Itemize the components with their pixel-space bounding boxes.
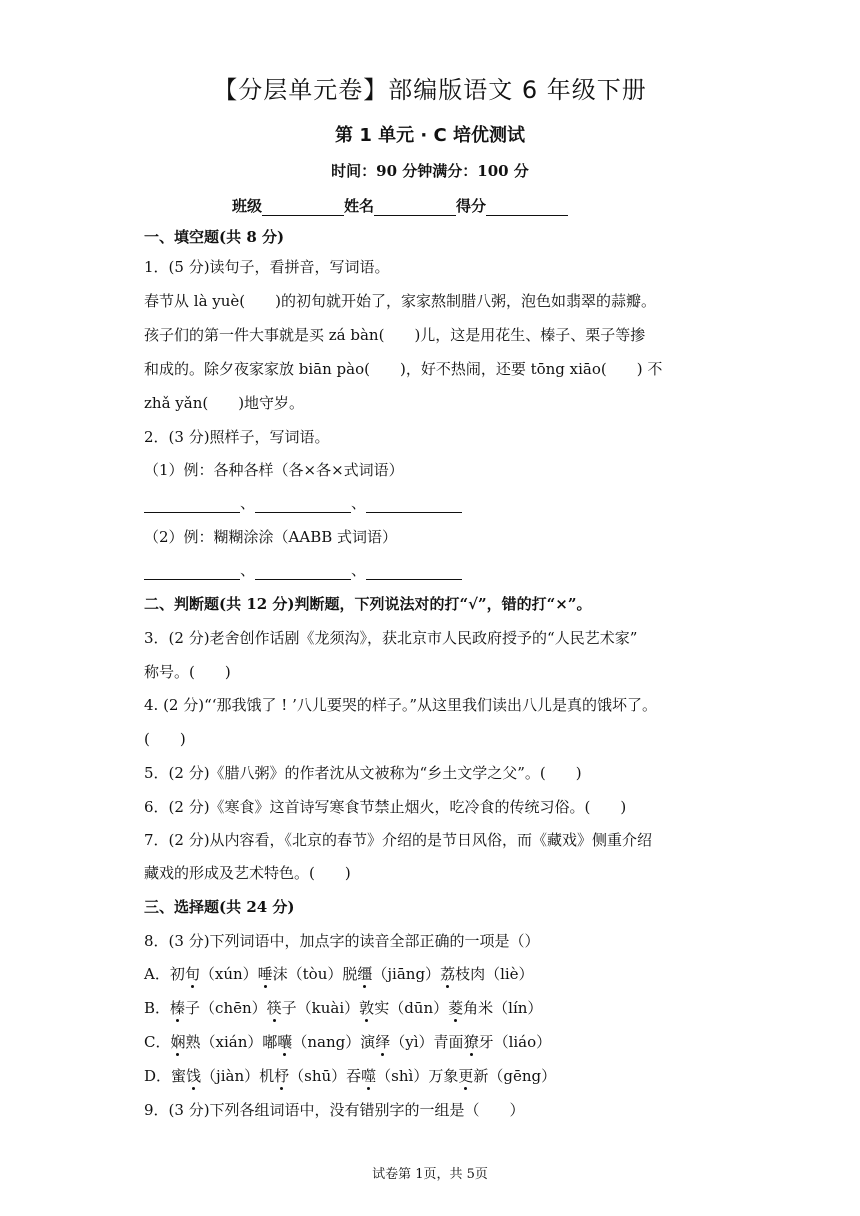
score-label: 得分 [456,197,487,215]
dotted-character: 旬 [184,965,200,983]
option-text: （jiàn）机 [201,1067,275,1085]
question-2-part-1-answers [144,492,462,513]
question-3-line-1: 3．(2 分)老舍创作话剧《龙须沟》，获北京市人民政府授予的“人民艺术家” [144,629,638,647]
class-blank[interactable] [262,199,344,216]
option-text: （nang）演 [292,1033,376,1051]
question-1-line-3: 和成的。除夕夜家家放 biān pào( )，好不热闹，还要 tōng xiāo( ) 不 [144,360,663,378]
class-label: 班级 [232,197,263,215]
separator: 、 [351,494,367,512]
question-6: 6．(2 分)《寒食》这首诗写寒食节禁止烟火，吃冷食的传统习俗。( ) [144,798,627,816]
question-2-part-2-answers [144,559,462,580]
dotted-character: 缰 [357,965,373,983]
exam-time-info: 时间：90 分钟满分：100 分 [331,162,529,180]
separator: 、 [351,561,367,579]
option-text: 角米（lín） [463,999,543,1017]
dotted-character: 榛 [170,999,186,1017]
dotted-character: 菱 [448,999,464,1017]
dotted-character: 杼 [274,1067,290,1085]
option-text: C． [144,1033,171,1051]
question-8-option-b[interactable] [144,997,542,1018]
option-text: 新（gēng） [473,1067,557,1085]
question-1-line-1: 春节从 là yuè( )的初旬就开始了，家家熬制腊八粥，泡色如翡翠的蒜瓣。 [144,292,656,310]
option-text: （jiāng） [372,965,441,983]
dotted-character: 筷 [266,999,282,1017]
page-subtitle: 第 1 单元 · C 培优测试 [335,125,525,146]
answer-blank[interactable] [144,496,240,513]
question-2-part-1: （1）例：各种各样（各×各×式词语） [144,461,404,479]
question-8-option-c[interactable] [144,1031,551,1052]
option-text: 枝肉（liè） [455,965,534,983]
answer-blank[interactable] [366,496,462,513]
dotted-character: 荔 [440,965,456,983]
student-info-line [232,195,568,216]
section-heading-multiple-choice: 三、选择题(共 24 分) [144,898,295,916]
question-4-line-1: 4. (2 分)“‘那我饿了 ! ’八儿要哭的样子。”从这里我们读出八儿是真的饿坏了。 [144,696,658,714]
score-blank[interactable] [486,199,568,216]
dotted-character: 噬 [361,1067,377,1085]
answer-blank[interactable] [255,563,351,580]
section-heading-fill-in: 一、填空题(共 8 分) [144,228,285,246]
option-text: （shū）吞 [289,1067,362,1085]
option-text: （yì）青面 [390,1033,464,1051]
option-text: 熟（xián）嘟 [185,1033,278,1051]
section-heading-true-false: 二、判断题(共 12 分)判断题，下列说法对的打“√”，错的打“×”。 [144,595,592,613]
dotted-character: 娴 [170,1033,186,1051]
option-text: 沫（tòu）脱 [272,965,358,983]
question-5: 5．(2 分)《腊八粥》的作者沈从文被称为“乡土文学之父”。( ) [144,764,582,782]
question-4-line-2: ( ) [144,730,186,748]
question-8-stem: 8．(3 分)下列词语中，加点字的读音全部正确的一项是（） [144,932,540,950]
dotted-character: 唾 [257,965,273,983]
dotted-character: 囔 [277,1033,293,1051]
option-text: B． [144,999,171,1017]
name-blank[interactable] [374,199,456,216]
question-1-stem: 1．(5 分)读句子，看拼音，写词语。 [144,258,390,276]
answer-blank[interactable] [144,563,240,580]
question-8-option-a[interactable] [144,963,534,984]
page-title: 【分层单元卷】部编版语文 6 年级下册 [213,76,647,104]
question-9-stem: 9．(3 分)下列各组词语中，没有错别字的一组是（ ） [144,1101,525,1119]
dotted-character: 獠 [463,1033,479,1051]
question-8-option-d[interactable] [144,1065,556,1086]
option-text: 子（chēn） [185,999,267,1017]
question-2-part-2: （2）例：糊糊涂涂（AABB 式词语） [144,528,398,546]
option-text: D．蜜 [144,1067,187,1085]
dotted-character: 更 [458,1067,474,1085]
page-footer: 试卷第 1页，共 5页 [372,1167,488,1182]
dotted-character: 敦 [359,999,375,1017]
dotted-character: 绎 [375,1033,391,1051]
option-text: 实（dūn） [374,999,449,1017]
option-text: A．初 [144,965,185,983]
option-text: 子（kuài） [281,999,360,1017]
separator: 、 [240,561,256,579]
answer-blank[interactable] [255,496,351,513]
question-3-line-2: 称号。( ) [144,663,231,681]
question-1-line-4: zhǎ yǎn( )地守岁。 [144,394,305,412]
question-2-stem: 2．(3 分)照样子，写词语。 [144,428,330,446]
answer-blank[interactable] [366,563,462,580]
separator: 、 [240,494,256,512]
dotted-character: 饯 [186,1067,202,1085]
option-text: 牙（liáo） [478,1033,552,1051]
question-7-line-2: 藏戏的形成及艺术特色。( ) [144,864,351,882]
option-text: （shì）万象 [376,1067,459,1085]
option-text: （xún） [199,965,258,983]
name-label: 姓名 [344,197,375,215]
question-1-line-2: 孩子们的第一件大事就是买 zá bàn( )儿，这是用花生、榛子、栗子等掺 [144,326,646,344]
question-7-line-1: 7．(2 分)从内容看，《北京的春节》介绍的是节日风俗，而《藏戏》侧重介绍 [144,831,653,849]
